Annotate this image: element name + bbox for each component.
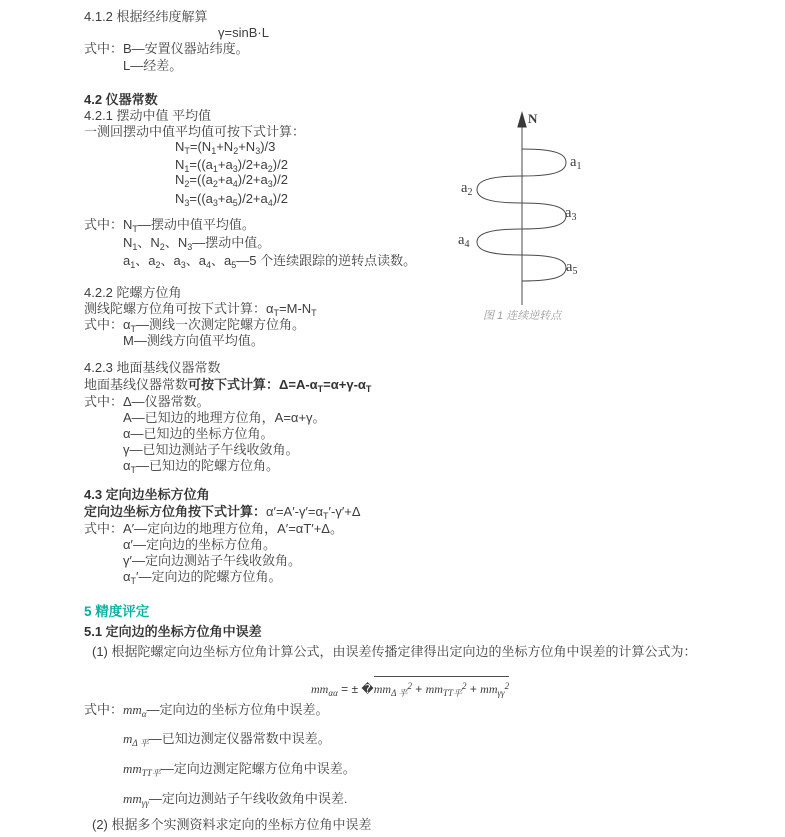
- text-fragment: α: [123, 569, 131, 584]
- text-fragment: =(N: [189, 139, 212, 154]
- text-fragment: 2: [461, 681, 467, 691]
- figure-caption: 图 1 连续逆转点: [483, 310, 562, 322]
- heading-4-2-2: 4.2.2 陀螺方位角: [84, 285, 182, 300]
- def-mm-gamma: [123, 791, 348, 811]
- text-fragment: T: [130, 465, 137, 475]
- text-fragment: αα: [328, 688, 338, 698]
- text-fragment: α: [141, 709, 147, 719]
- def-alpha-prime: α′—定向边的坐标方位角。: [123, 537, 276, 552]
- def-latitude-b: 式中：B—安置仪器站纬度。: [84, 41, 249, 56]
- text-fragment: =((a: [189, 172, 213, 187]
- text-fragment: T: [130, 576, 137, 586]
- text-fragment: )/3: [260, 139, 276, 154]
- text-fragment: T: [130, 324, 137, 334]
- text-fragment: 、a: [211, 253, 232, 268]
- text-fragment: TT平: [141, 768, 161, 778]
- def-mm-tt: [123, 761, 356, 781]
- text-fragment: —已知边测定仪器常数中误差。: [148, 731, 331, 746]
- north-label: N: [528, 111, 538, 126]
- text-fragment: 、N: [164, 235, 188, 250]
- text-fragment: =((a: [189, 191, 213, 206]
- text-fragment: N: [175, 157, 185, 172]
- text-fragment: 3: [232, 164, 238, 174]
- text-fragment: 2: [504, 681, 510, 691]
- figure-reversal-points: [440, 105, 675, 315]
- text-fragment: 式中：N: [84, 217, 133, 232]
- def-alpha-t-known: [123, 458, 279, 478]
- def-gamma-prime: γ′—定向边测站子午线收敛角。: [123, 553, 301, 568]
- heading-4-3: 4.3 定向边坐标方位角: [84, 487, 210, 502]
- text-fragment: α′=A′-γ′=α: [266, 504, 324, 519]
- text-fragment: T: [365, 384, 372, 394]
- text-fragment: 、a: [135, 253, 156, 268]
- text-fragment: =((a: [189, 157, 213, 172]
- north-arrow-icon: [517, 111, 527, 128]
- text-fragment: +a: [217, 172, 233, 187]
- text-fragment: a: [123, 253, 131, 268]
- item-1: (1) 根据陀螺定向边坐标方位角计算公式，由误差传播定律得出定向边的坐标方位角中误差的计算公式为：: [92, 644, 697, 659]
- text-fragment: =M-N: [279, 301, 312, 316]
- formula-mse-radicand: [374, 676, 509, 701]
- heading-4-2: 4.2 仪器常数: [84, 92, 158, 107]
- text-fragment: 1: [184, 164, 190, 174]
- text-fragment: —定向边测站子午线收敛角中误差.: [148, 791, 348, 806]
- label-a3: $a_3$: [565, 205, 577, 223]
- label-a2: $a_2$: [461, 180, 473, 198]
- text-fragment: 2: [407, 681, 412, 691]
- text-fragment: —摆动中值。: [192, 235, 271, 250]
- text-fragment: 2: [233, 146, 239, 156]
- text-fragment: 、a: [185, 253, 206, 268]
- def-delta: 式中：Δ—仪器常数。: [84, 394, 210, 409]
- text-fragment: 1: [132, 242, 138, 252]
- text-fragment: mm: [311, 682, 329, 696]
- text-fragment: 2: [159, 242, 165, 252]
- intro-4-2-3-formula: [188, 377, 371, 392]
- def-mm-alpha: [84, 702, 329, 722]
- formula-n3: [175, 191, 288, 211]
- text-fragment: +: [411, 682, 426, 696]
- label-a1: $a_1$: [570, 154, 582, 172]
- heading-5: 5 精度评定: [84, 604, 150, 619]
- text-fragment: 测线陀螺方位角可按下式计算：α: [84, 301, 274, 316]
- intro-4-2-3-plain: 地面基线仪器常数: [84, 377, 189, 392]
- label-a5: $a_5$: [566, 259, 578, 277]
- text-fragment: )/2: [272, 191, 288, 206]
- def-a1-a5: [123, 253, 416, 273]
- def-m-delta: [123, 731, 331, 751]
- text-fragment: —5 个连续跟踪的逆转点读数。: [236, 253, 417, 268]
- text-fragment: —摆动中值平均值。: [137, 217, 255, 232]
- text-fragment: ′—定向边的陀螺方位角。: [136, 569, 282, 584]
- text-fragment: mm: [425, 682, 443, 696]
- text-fragment: 4: [232, 179, 238, 189]
- text-fragment: 、N: [137, 235, 160, 250]
- text-fragment: T: [273, 308, 280, 318]
- text-fragment: T: [184, 146, 190, 156]
- text-fragment: α: [123, 458, 131, 473]
- formula-mse-lhs: [311, 682, 361, 696]
- text-fragment: )/2+a: [237, 172, 268, 187]
- text-fragment: )/2+a: [237, 191, 268, 206]
- radical-replacement-glyph: �: [361, 682, 374, 696]
- text-fragment: N: [123, 235, 133, 250]
- text-fragment: +N: [216, 139, 234, 154]
- text-fragment: 可按下式计算：Δ=A-α: [188, 377, 318, 392]
- def-a-prime: 式中：A′—定向边的地理方位角，A′=αT′+Δ。: [84, 521, 343, 536]
- text-fragment: 1: [212, 164, 218, 174]
- text-fragment: 5: [231, 260, 237, 270]
- text-fragment: T: [311, 308, 317, 318]
- text-fragment: 2: [212, 179, 218, 189]
- text-fragment: 3: [184, 198, 190, 208]
- text-fragment: m: [123, 731, 133, 746]
- text-fragment: 3: [255, 146, 261, 156]
- def-alpha-t-prime: [123, 569, 281, 589]
- text-fragment: —定向边的坐标方位角中误差。: [146, 702, 329, 717]
- text-fragment: Δ 平: [132, 738, 149, 748]
- text-fragment: 3: [180, 260, 186, 270]
- text-fragment: 1: [211, 146, 217, 156]
- text-fragment: —测线一次测定陀螺方位角。: [136, 317, 306, 332]
- intro-4-2-1: 一测回摆动中值平均值可按下式计算：: [84, 124, 306, 139]
- text-fragment: mm: [123, 761, 142, 776]
- text-fragment: γγ: [497, 688, 505, 698]
- intro-4-3-formula: [266, 504, 361, 519]
- text-fragment: —已知边的陀螺方位角。: [136, 458, 280, 473]
- text-fragment: N: [175, 191, 185, 206]
- def-a-geo: A—已知边的地理方位角，A=α+γ。: [123, 410, 326, 425]
- text-fragment: Δ 平: [391, 688, 408, 698]
- text-fragment: γγ: [141, 798, 149, 808]
- text-fragment: N: [175, 139, 185, 154]
- text-fragment: 1: [130, 260, 136, 270]
- text-fragment: 2: [184, 179, 190, 189]
- text-fragment: T: [323, 511, 329, 521]
- text-fragment: +a: [217, 191, 233, 206]
- text-fragment: 2: [267, 164, 273, 174]
- text-fragment: =α+γ-α: [323, 377, 366, 392]
- text-fragment: 式中：: [84, 702, 124, 717]
- formula-gamma: γ=sinB·L: [218, 25, 269, 40]
- def-nt: [84, 217, 255, 237]
- text-fragment: mm: [373, 682, 392, 696]
- text-fragment: 4: [267, 198, 273, 208]
- def-m: M—测线方向值平均值。: [123, 333, 264, 348]
- heading-4-2-1: 4.2.1 摆动中值 平均值: [84, 108, 212, 123]
- formula-n2: [175, 172, 288, 192]
- text-fragment: +N: [238, 139, 256, 154]
- formula-mse: [311, 676, 509, 701]
- def-alpha: α—已知边的坐标方位角。: [123, 426, 274, 441]
- def-gamma: γ—已知边测站子午线收敛角。: [123, 442, 299, 457]
- text-fragment: mm: [480, 682, 498, 696]
- text-fragment: 3: [212, 198, 218, 208]
- text-fragment: mm: [123, 791, 142, 806]
- text-fragment: +a: [217, 157, 233, 172]
- item-2: (2) 根据多个实测资料求定向的坐标方位角中误差: [92, 817, 372, 832]
- text-fragment: 5: [232, 198, 238, 208]
- text-fragment: T: [317, 384, 324, 394]
- text-fragment: )/2+a: [237, 157, 268, 172]
- text-fragment: +: [466, 682, 481, 696]
- text-fragment: N: [175, 172, 185, 187]
- heading-4-1-2: 4.1.2 根据经纬度解算: [84, 9, 208, 24]
- text-fragment: ′-γ′+Δ: [328, 504, 361, 519]
- label-a4: $a_4$: [458, 232, 470, 250]
- text-fragment: TT平: [442, 688, 462, 698]
- text-fragment: 3: [267, 179, 273, 189]
- text-fragment: 、a: [160, 253, 181, 268]
- def-n123: [123, 235, 270, 255]
- formula-nt: [175, 139, 275, 159]
- text-fragment: 式中：α: [84, 317, 131, 332]
- text-fragment: 3: [187, 242, 193, 252]
- heading-4-2-3: 4.2.3 地面基线仪器常数: [84, 360, 221, 375]
- text-fragment: 2: [155, 260, 161, 270]
- text-fragment: 4: [205, 260, 211, 270]
- heading-5-1: 5.1 定向边的坐标方位角中误差: [84, 624, 262, 639]
- text-fragment: )/2: [272, 157, 288, 172]
- text-fragment: mm: [123, 702, 142, 717]
- text-fragment: = ±: [337, 682, 362, 696]
- def-longitude-l: L—经差。: [123, 58, 183, 73]
- intro-4-3-label: 定向边坐标方位角按下式计算：: [84, 504, 267, 519]
- text-fragment: —定向边测定陀螺方位角中误差。: [160, 761, 356, 776]
- text-fragment: )/2: [272, 172, 288, 187]
- text-fragment: T: [132, 224, 138, 234]
